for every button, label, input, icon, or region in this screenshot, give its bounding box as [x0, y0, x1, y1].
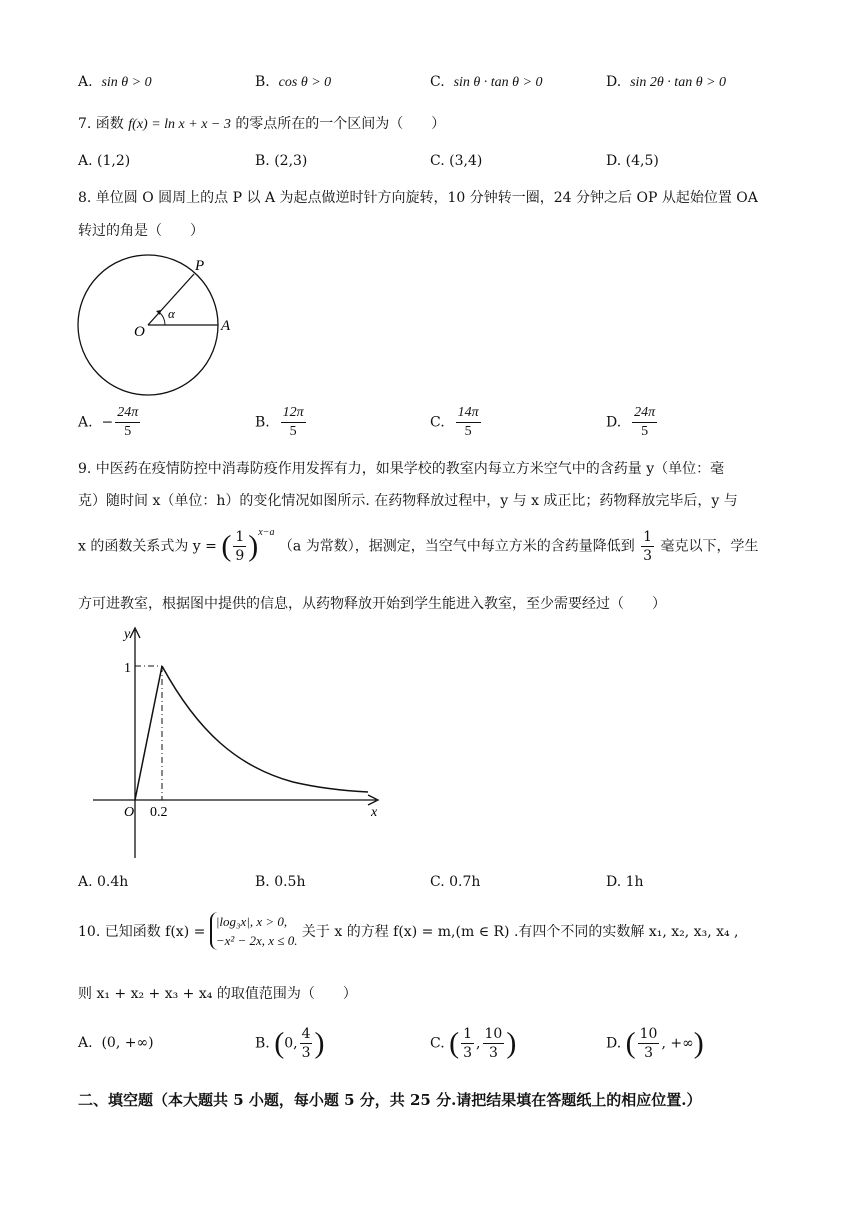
label-a: A — [221, 318, 231, 334]
label-alpha: α — [168, 306, 175, 321]
q7-option-c: C. (3,4) — [430, 153, 483, 169]
x-axis-label: x — [371, 805, 378, 820]
q8-stem-line1: 8. 单位圆 O 圆周上的点 P 以 A 为起点做逆时针方向旋转，10 分钟转一圈，24 分钟之后 OP 从起始位置 OA — [78, 190, 758, 206]
q9-option-a: A. 0.4h — [78, 874, 129, 890]
q7-stem: 7. 函数 f(x) = ln x + x − 3 的零点所在的一个区间为（ ） — [78, 116, 446, 132]
q10-option-b: B. (0, $\frac{4}{3}$ ) — [255, 1026, 325, 1061]
rising-segment — [135, 666, 162, 800]
section-2-heading: 二、填空题（本大题共 5 小题，每小题 5 分，共 25 分.请把结果填在答题纸上的相应位置.） — [78, 1091, 702, 1109]
decay-curve — [162, 666, 368, 792]
q10-stem-line1: 10. 已知函数 f(x) = |log₃x|, x > 0, −x² − 2x, x ≤ 0. 关于 x 的方程 f(x) = m,(m ∈ R) .有四个不同的实数解 x₁, x₂, x₃, x₄ , — [78, 914, 739, 948]
q10-option-c: C. ( $\frac{1}{3}$ , $\frac{10}{3}$ ) — [430, 1026, 517, 1061]
q6-option-a: A. sin θ > 0 — [78, 74, 152, 90]
q9-option-b: B. 0.5h — [255, 874, 306, 890]
q8-stem-line2: 转过的角是（ ） — [78, 223, 204, 239]
q8-option-c: C. $\frac{14\pi}{5}$ — [430, 405, 479, 439]
q9-stem-line4: 方可进教室，根据图中提供的信息，从药物释放开始到学生能进入教室，至少需要经过（ ） — [78, 596, 666, 612]
drug-concentration-graph — [88, 622, 388, 862]
q10-option-d: D. ( $\frac{10}{3}$ , +∞) — [606, 1026, 704, 1061]
q8-option-a: A. − $\frac{24\pi}{5}$ — [78, 405, 139, 439]
q6-option-c: C. sin θ · tan θ > 0 — [430, 74, 543, 90]
label-o: O — [134, 324, 145, 340]
q8-option-d: D. $\frac{24\pi}{5}$ — [606, 405, 656, 439]
q7-option-b: B. (2,3) — [255, 153, 308, 169]
y-tick-1: 1 — [124, 661, 131, 676]
q9-option-c: C. 0.7h — [430, 874, 481, 890]
q6-option-b: B. cos θ > 0 — [255, 74, 332, 90]
q7-option-a: A. (1,2) — [78, 153, 131, 169]
q10-stem-line2: 则 x₁ + x₂ + x₃ + x₄ 的取值范围为（ ） — [78, 986, 357, 1002]
q6-option-d: D. sin 2θ · tan θ > 0 — [606, 74, 727, 90]
y-axis-label: y — [124, 627, 131, 642]
unit-circle-figure — [76, 252, 236, 402]
q9-option-d: D. 1h — [606, 874, 644, 890]
q7-option-d: D. (4,5) — [606, 153, 659, 169]
q10-option-a: A. (0, +∞) — [78, 1035, 154, 1051]
label-p: P — [195, 258, 205, 274]
q9-stem-line1: 9. 中医药在疫情防控中消毒防疫作用发挥有力，如果学校的教室内每立方米空气中的含药量 y（单位：毫 — [78, 461, 725, 477]
x-tick-02: 0.2 — [150, 805, 168, 820]
q9-stem-line3: x 的函数关系式为 y = ( $\frac{1}{9}$ )$^{x-a}$ （a 为常数），据测定，当空气中每立方米的含药量降低到 $\frac{1}{3}$ 毫克以下，学生 — [78, 526, 759, 564]
q8-option-b: B. $\frac{12\pi}{5}$ — [255, 405, 304, 439]
q9-stem-line2: 克）随时间 x（单位：h）的变化情况如图所示. 在药物释放过程中，y 与 x 成正比；药物释放完毕后，y 与 — [78, 493, 738, 509]
origin-label: O — [124, 805, 135, 820]
